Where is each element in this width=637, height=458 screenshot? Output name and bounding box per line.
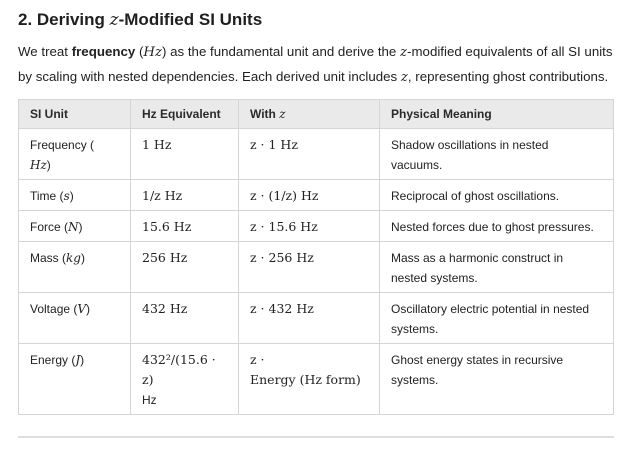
intro-hz-symbol: Hz: [143, 45, 162, 60]
unit-close: ): [80, 353, 85, 367]
unit-close: ): [86, 302, 91, 316]
cell-with-z: z · 256 Hz: [239, 242, 380, 293]
cell-hz-equivalent: 1/z Hz: [131, 180, 239, 211]
cell-with-z: z · 432 Hz: [239, 293, 380, 344]
unit-close: ): [80, 251, 85, 265]
cell-unit: [19, 180, 131, 211]
cell-hz-equivalent: 15.6 Hz: [131, 211, 239, 242]
si-units-table: [18, 99, 614, 415]
cell-hz-equivalent: 256 Hz: [131, 242, 239, 293]
intro-z-symbol-1: z: [400, 45, 408, 60]
table-row: [19, 211, 614, 242]
cell-with-z: [239, 344, 380, 415]
unit-name: Energy (: [30, 353, 76, 367]
table-row: [19, 129, 614, 180]
unit-close: ): [46, 158, 51, 172]
cell-unit: [19, 242, 131, 293]
cell-meaning: Oscillatory electric potential in nested systems.: [380, 293, 614, 344]
hz-eq-formula: 432²/(15.6 · z): [142, 352, 216, 387]
unit-symbol: Hz: [30, 158, 47, 172]
unit-symbol: J: [75, 353, 81, 367]
unit-name: Force (: [30, 220, 69, 234]
with-z-line1: z ·: [250, 352, 265, 367]
intro-paragraph: [18, 40, 614, 90]
unit-name: Voltage (: [30, 302, 78, 316]
cell-meaning: Shadow oscillations in nested vacuums.: [380, 129, 614, 180]
cell-hz-equivalent: [131, 344, 239, 415]
cell-unit: [19, 129, 131, 180]
unit-close: ): [69, 189, 74, 203]
header-with-var: z: [279, 107, 286, 121]
cell-unit: [19, 293, 131, 344]
unit-symbol: s: [63, 189, 70, 203]
section-divider: [18, 436, 614, 438]
unit-symbol: kg: [66, 251, 81, 265]
table-row: [19, 180, 614, 211]
header-with-z: [239, 100, 380, 129]
table-header-row: [19, 100, 614, 129]
hz-eq-unit: Hz: [142, 393, 157, 407]
intro-text-3: ) as the fundamental unit and derive the: [162, 44, 401, 59]
unit-close: ): [78, 220, 83, 234]
intro-text-1: We treat: [18, 44, 72, 59]
intro-text-4: -modified equivalents of all SI units by scaling with nested dependencies. Each derived unit includes: [18, 44, 613, 84]
cell-meaning: Mass as a harmonic construct in nested systems.: [380, 242, 614, 293]
cell-hz-equivalent: 432 Hz: [131, 293, 239, 344]
heading-suffix: -Modified SI Units: [118, 10, 263, 29]
intro-z-symbol-2: z: [400, 70, 408, 85]
table-row: [19, 293, 614, 344]
header-hz-equivalent: Hz Equivalent: [131, 100, 239, 129]
intro-bold-frequency: frequency: [71, 44, 136, 59]
intro-text-5: , representing ghost contributions.: [407, 69, 609, 84]
cell-with-z: z · 15.6 Hz: [239, 211, 380, 242]
header-physical-meaning: Physical Meaning: [380, 100, 614, 129]
with-z-line2: Energy (Hz form): [250, 372, 361, 387]
header-si-unit: SI Unit: [19, 100, 131, 129]
section-heading: [18, 9, 614, 31]
cell-hz-equivalent: 1 Hz: [131, 129, 239, 180]
unit-name: Time (: [30, 189, 64, 203]
intro-text-2: (: [135, 44, 144, 59]
table-row: [19, 242, 614, 293]
section-content: [18, 0, 614, 415]
unit-name: Frequency (: [30, 138, 95, 152]
header-with-prefix: With: [250, 107, 280, 121]
cell-with-z: z · 1 Hz: [239, 129, 380, 180]
cell-unit: [19, 344, 131, 415]
heading-var: z: [109, 10, 119, 30]
heading-prefix: 2. Deriving: [18, 10, 110, 29]
unit-name: Mass (: [30, 251, 66, 265]
cell-meaning: Nested forces due to ghost pressures.: [380, 211, 614, 242]
unit-symbol: V: [77, 302, 87, 316]
table-row: [19, 344, 614, 415]
cell-with-z: z · (1/z) Hz: [239, 180, 380, 211]
cell-unit: [19, 211, 131, 242]
cell-meaning: Ghost energy states in recursive systems.: [380, 344, 614, 415]
unit-symbol: N: [68, 220, 79, 234]
cell-meaning: Reciprocal of ghost oscillations.: [380, 180, 614, 211]
